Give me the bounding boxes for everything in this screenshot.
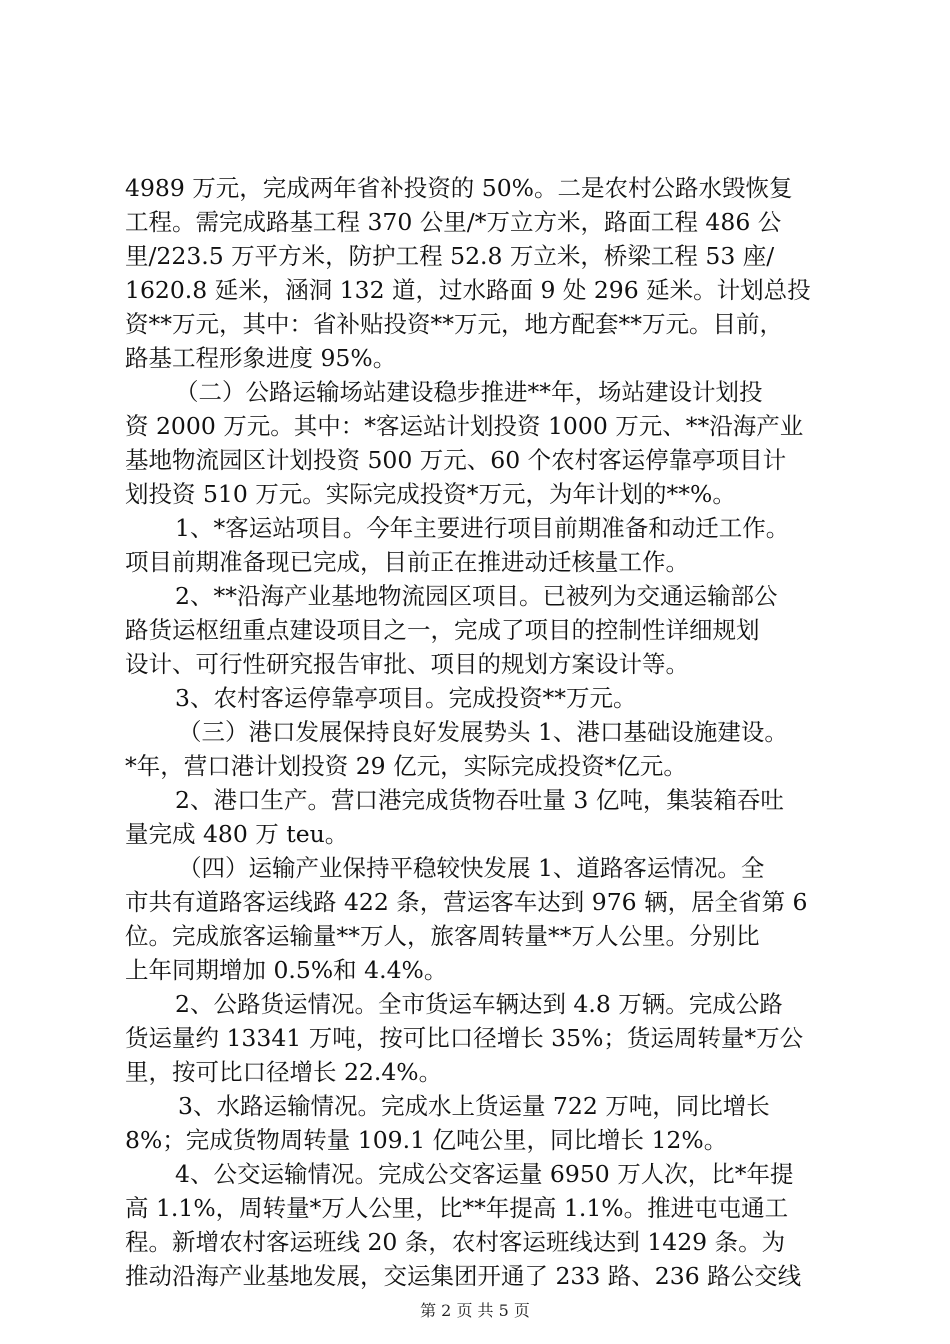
text-line: 路基工程形象进度 95%。 (125, 344, 397, 372)
section-heading-line: （四）运输产业保持平稳较快发展 1、道路客运情况。全 (178, 854, 765, 882)
text-line: 设计、可行性研究报告审批、项目的规划方案设计等。 (125, 650, 689, 678)
item-heading-line: 3、农村客运停靠亭项目。完成投资**万元。 (175, 684, 637, 712)
text-line: 工程。需完成路基工程 370 公里/*万立方米，路面工程 486 公 (125, 208, 782, 236)
text-line: 4989 万元，完成两年省补投资的 50%。二是农村公路水毁恢复 (125, 174, 793, 202)
text-line: 8%；完成货物周转量 109.1 亿吨公里，同比增长 12%。 (125, 1126, 728, 1154)
text-line: 上年同期增加 0.5%和 4.4%。 (125, 956, 448, 984)
text-line: 推动沿海产业基地发展，交运集团开通了 233 路、236 路公交线 (125, 1262, 802, 1290)
text-line: 划投资 510 万元。实际完成投资*万元，为年计划的**%。 (125, 480, 736, 508)
text-line: 程。新增农村客运班线 20 条，农村客运班线达到 1429 条。为 (125, 1228, 786, 1256)
item-heading-line: 4、公交运输情况。完成公交客运量 6950 万人次，比*年提 (175, 1160, 794, 1188)
text-line: 里，按可比口径增长 22.4%。 (125, 1058, 443, 1086)
text-line: *年，营口港计划投资 29 亿元，实际完成投资*亿元。 (125, 752, 687, 780)
text-line: 路货运枢纽重点建设项目之一，完成了项目的控制性详细规划 (125, 616, 760, 644)
text-line: 量完成 480 万 teu。 (125, 820, 349, 848)
item-heading-line: 2、**沿海产业基地物流园区项目。已被列为交通运输部公 (175, 582, 778, 610)
text-line: 项目前期准备现已完成，目前正在推进动迁核量工作。 (125, 548, 689, 576)
item-heading-line: 1、*客运站项目。今年主要进行项目前期准备和动迁工作。 (175, 514, 790, 542)
text-line: 货运量约 13341 万吨，按可比口径增长 35%；货运周转量*万公 (125, 1024, 804, 1052)
section-heading-line: （三）港口发展保持良好发展势头 1、港口基础设施建设。 (178, 718, 788, 746)
text-line: 位。完成旅客运输量**万人，旅客周转量**万人公里。分别比 (125, 922, 760, 950)
text-line: 里/223.5 万平方米，防护工程 52.8 万立米，桥梁工程 53 座/ (125, 242, 775, 270)
text-line: 市共有道路客运线路 422 条，营运客车达到 976 辆，居全省第 6 (125, 888, 808, 916)
item-heading-line: 2、公路货运情况。全市货运车辆达到 4.8 万辆。完成公路 (175, 990, 783, 1018)
text-line: 资**万元，其中：省补贴投资**万元，地方配套**万元。目前， (125, 310, 783, 338)
text-line: 基地物流园区计划投资 500 万元、60 个农村客运停靠亭项目计 (125, 446, 787, 474)
item-heading-line: 2、港口生产。营口港完成货物吞吐量 3 亿吨，集装箱吞吐 (175, 786, 784, 814)
page-footer: 第 2 页 共 5 页 (420, 1301, 530, 1320)
text-line: 1620.8 延米，涵洞 132 道，过水路面 9 处 296 延米。计划总投 (125, 276, 811, 304)
text-line: 资 2000 万元。其中：*客运站计划投资 1000 万元、**沿海产业 (125, 412, 804, 440)
item-heading-line: 3、水路运输情况。完成水上货运量 722 万吨，同比增长 (178, 1092, 770, 1120)
text-line: 高 1.1%，周转量*万人公里，比**年提高 1.1%。推进屯屯通工 (125, 1194, 789, 1222)
section-heading-line: （二）公路运输场站建设稳步推进**年，场站建设计划投 (175, 378, 763, 406)
